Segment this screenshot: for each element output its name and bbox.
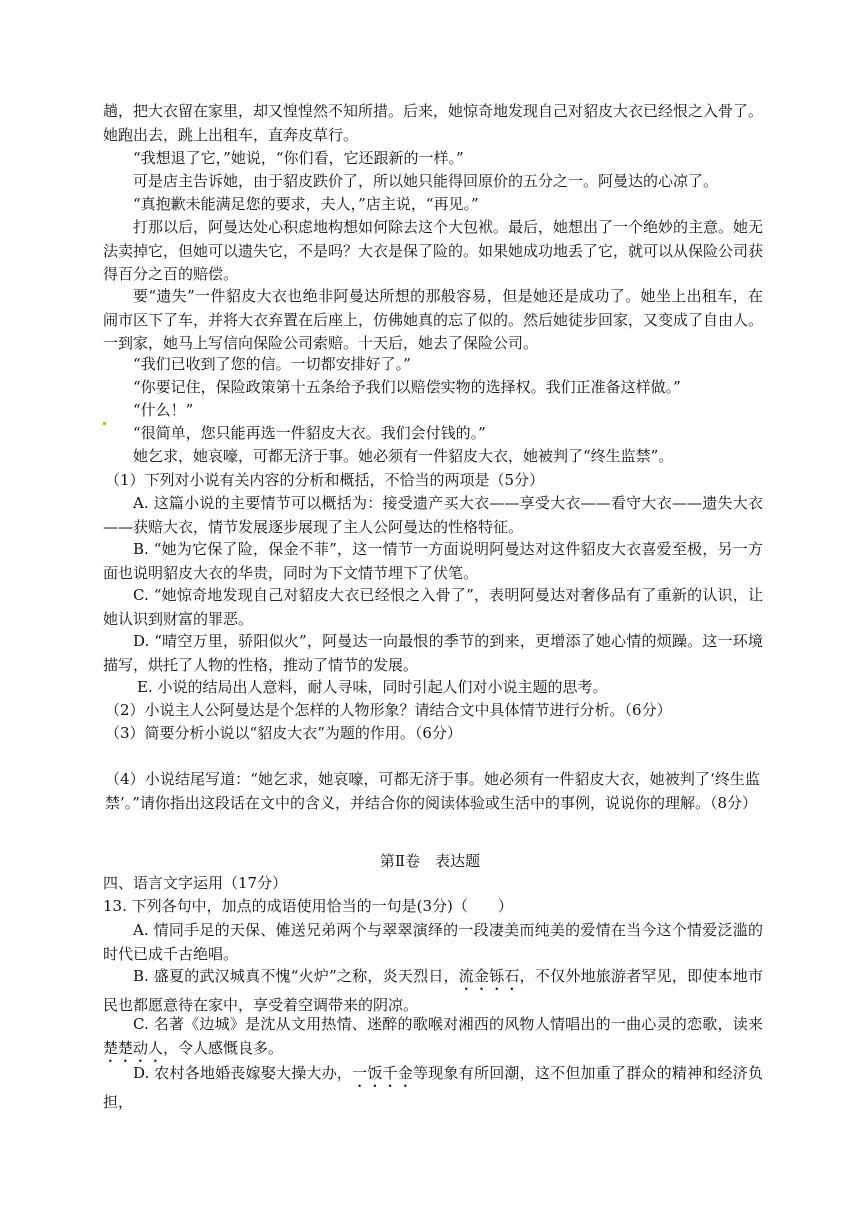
story-paragraph-4: “真抱歉未能满足您的要求，夫人，”店主说，“再见。” — [133, 195, 479, 213]
story-paragraph-1: 趟，把大衣留在家里，却又惶惶然不知所措。后来，她惊奇地发现自己对貂皮大衣已经恨之入骨了。她跑出去，跳上出租车，直奔皮草行。 — [103, 102, 764, 144]
question-1-option-c: C. “她惊奇地发现自己对貂皮大衣已经恨之入骨了”，表明阿曼达对奢侈品有了重新的认识，让她认识到财富的罪恶。 — [103, 586, 763, 628]
option-b-text-end: ，不仅外地旅游者罕见，即使本地市民也都愿意待在家中，享受着空调带来的阴凉。 — [103, 967, 763, 1014]
part-2-title: 第Ⅱ卷 表达题 — [379, 852, 481, 870]
option-b-text-start: B. 盛夏的武汉城真不愧“火炉”之称，炎天烈日， — [133, 967, 459, 985]
question-1-option-b: B. “她为它保了险，保金不菲”，这一情节一方面说明阿曼达对这件貂皮大衣喜爱至极，另一方面也说明貂皮大衣的华贵，同时为下文情节埋下了伏笔。 — [103, 540, 763, 582]
story-paragraph-7: “我们已收到了您的信。一切都安排好了。” — [133, 355, 411, 373]
question-3: （3）简要分析小说以“貂皮大衣”为题的作用。（6分） — [105, 724, 462, 742]
question-1-option-a: A. 这篇小说的主要情节可以概括为：接受遗产买大衣——享受大衣——看守大衣——遗失大衣——获赔大衣，情节发展逐步展现了主人公阿曼达的性格特征。 — [103, 494, 763, 536]
story-paragraph-10: “很简单，您只能再选一件貂皮大衣。我们会付钱的。” — [133, 424, 486, 442]
story-paragraph-3: 可是店主告诉她，由于貂皮跌价了，所以她只能得回原价的五分之一。阿曼达的心凉了。 — [133, 172, 719, 190]
question-13: 13. 下列各句中，加点的成语使用恰当的一句是(3分)（ ） — [103, 897, 513, 915]
section-heading: 四、语言文字运用（17分） — [103, 874, 288, 892]
dotted-idiom-c: 楚楚动人 — [103, 1038, 164, 1057]
question-1-option-d: D. “晴空万里，骄阳似火”，阿曼达一向最恨的季节的到来，更增添了她心情的烦躁。这一环境描写，烘托了人物的性格，推动了情节的发展。 — [103, 632, 763, 674]
option-d-text-start: D. 农村各地婚丧嫁娶大操大办， — [133, 1064, 353, 1082]
question-13-option-b — [103, 965, 763, 1018]
question-1-option-e: E. 小说的结局出人意料，耐人寻味，同时引起人们对小说主题的思考。 — [137, 678, 608, 696]
story-paragraph-2: “我想退了它，”她说，“你们看，它还跟新的一样。” — [133, 149, 464, 167]
story-paragraph-8: “你要记住，保险政策第十五条给予我们以赔偿实物的选择权。我们正准备这样做。” — [133, 378, 681, 396]
dotted-idiom-d: 一饭千金 — [352, 1064, 414, 1082]
question-2: （2）小说主人公阿曼达是个怎样的人物形象？请结合文中具体情节进行分析。（6分） — [105, 701, 672, 719]
story-paragraph-6: 要“遗失”一件貂皮大衣也绝非阿曼达所想的那般容易，但是她还是成功了。她坐上出租车，在闹市区下了车，并将大衣弃置在后座上，仿佛她真的忘了似的。然后她徒步回家，又变成了自由人。一到家，她马上写信向保险公司索赔。十天后，她去了保险公司。 — [103, 287, 764, 352]
dotted-idiom-b: 流金铄石 — [458, 967, 520, 985]
story-paragraph-5: 打那以后，阿曼达处心积虑地构想如何除去这个大包袱。最后，她想出了一个绝妙的主意。她无法卖掉它，但她可以遗失它，不是吗？大衣是保了险的。如果她成功地丢了它，就可以从保险公司获得百分之百的赔偿。 — [103, 218, 764, 283]
option-c-text-end: ，令人感慨良多。 — [163, 1038, 284, 1057]
question-4: （4）小说结尾写道：“她乞求，她哀嚎，可都无济于事。她必须有一件貂皮大衣，她被判了‘终生监禁’。”请你指出这段话在文中的含义，并结合你的阅读体验或生活中的事例，说说你的理解。（8分） — [105, 770, 760, 812]
question-1: （1）下列对小说有关内容的分析和概括，不恰当的两项是（5分） — [105, 471, 545, 489]
question-13-option-d — [103, 1062, 763, 1115]
story-paragraph-9: “什么！” — [133, 401, 194, 419]
option-c-text-start: C. 名著《边城》是沈从文用热情、迷醉的歌喉对湘西的风物人情唱出的一曲心灵的恋歌，读来 — [133, 1015, 763, 1033]
question-13-option-a: A. 情同手足的天保、傩送兄弟两个与翠翠演绎的一段凄美而纯美的爱情在当今这个情爱泛滥的时代已成千古绝唱。 — [103, 921, 763, 963]
option-d-text-end: 等现象有所回潮，这不但加重了群众的精神和经济负担， — [103, 1064, 763, 1111]
question-13-option-c — [103, 1013, 763, 1066]
story-paragraph-11: 她乞求，她哀嚎，可都无济于事。她必须有一件貂皮大衣，她被判了“终生监禁”。 — [133, 447, 674, 465]
